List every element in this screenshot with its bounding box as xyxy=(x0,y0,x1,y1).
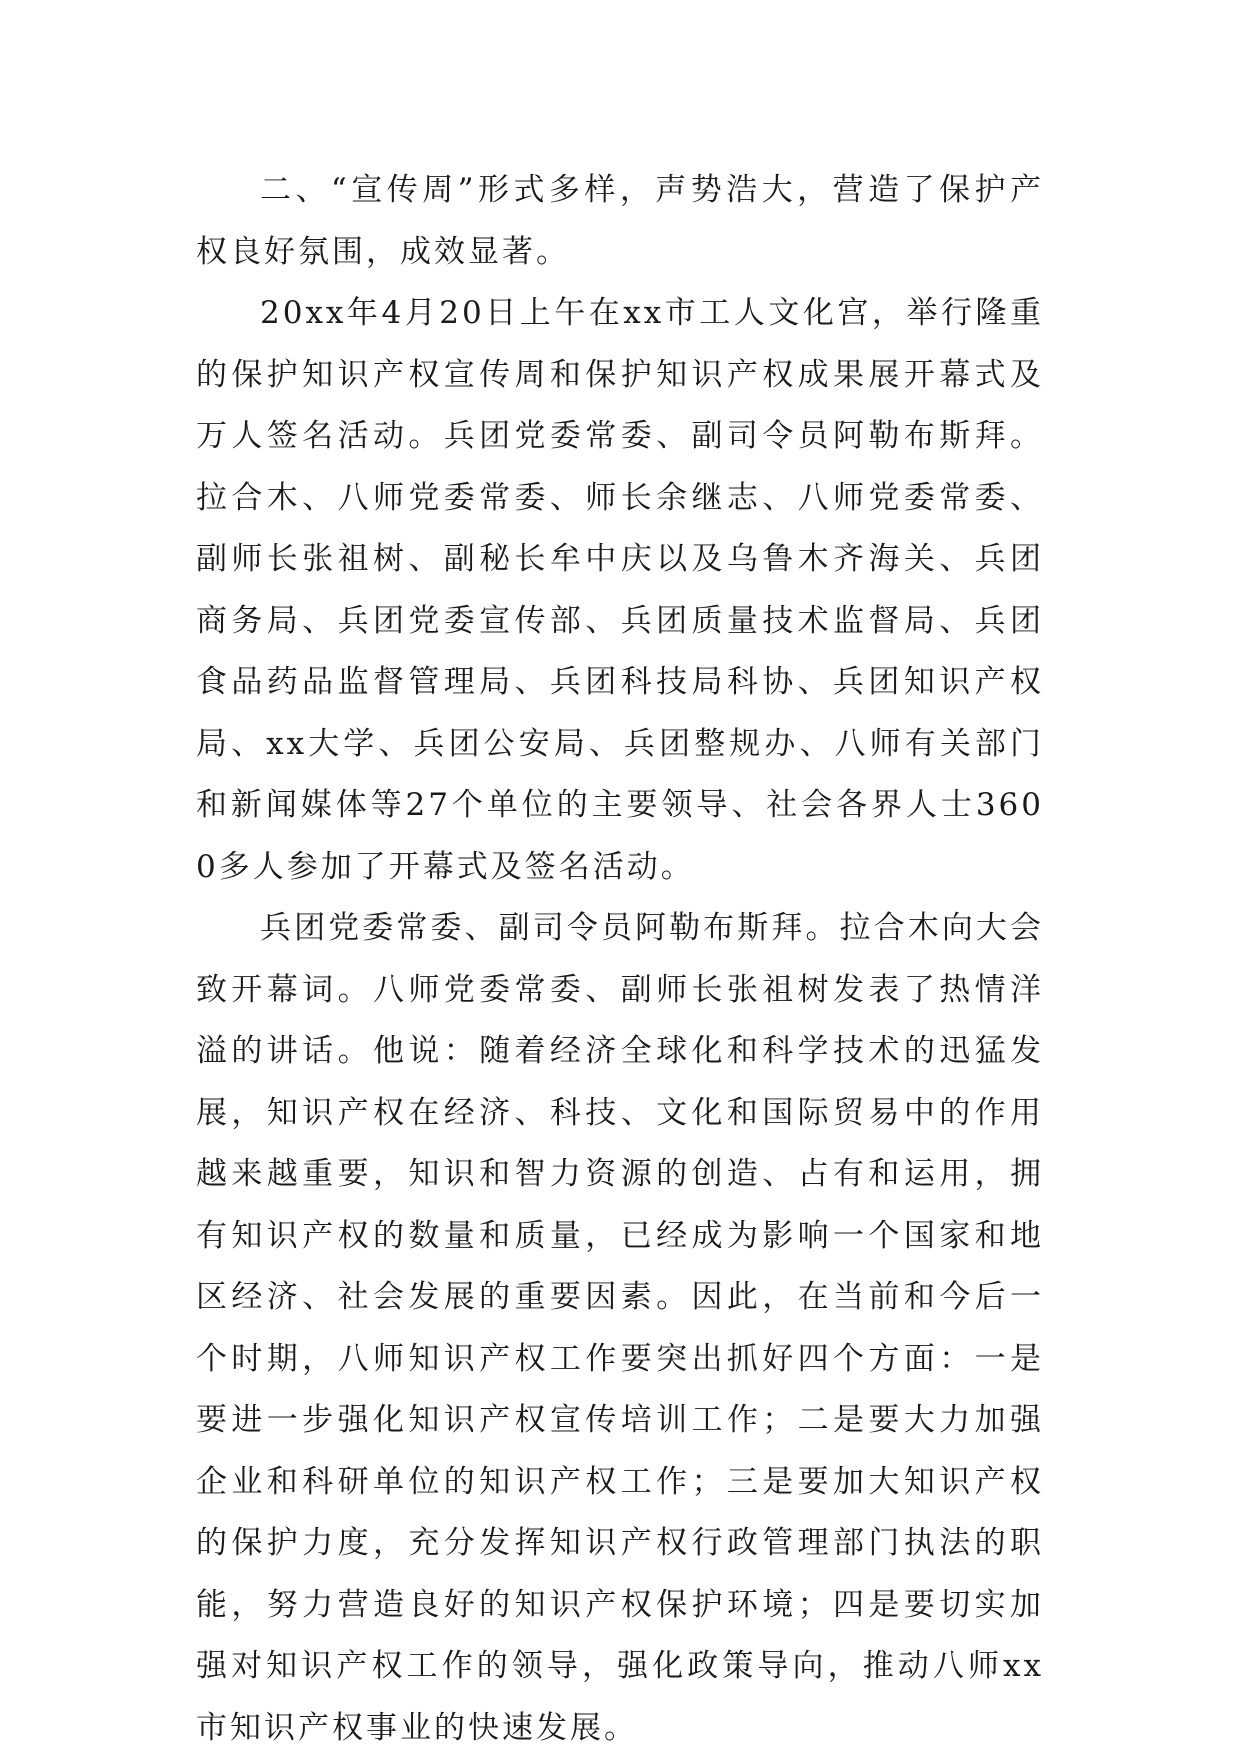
paragraph-speech: 兵团党委常委、副司令员阿勒布斯拜。拉合木向大会致开幕词。八师党委常委、副师长张祖树发表了热情洋溢的讲话。他说：随着经济全球化和科学技术的迅猛发展，知识产权在经济、科技、文化和国际贸易中的作用越来越重要，知识和智力资源的创造、占有和运用，拥有知识产权的数量和质量，已经成为影响一个国家和地区经济、社会发展的重要因素。因此，在当前和今后一个时期，八师知识产权工作要突出抓好四个方面：一是要进一步强化知识产权宣传培训工作；二是要大力加强企业和科研单位的知识产权工作；三是要加大知识产权的保护力度，充分发挥知识产权行政管理部门执法的职能，努力营造良好的知识产权保护环境；四是要切实加强对知识产权工作的领导，强化政策导向，推动八师xx市知识产权事业的快速发展。 xyxy=(196,910,1044,1746)
paragraph-opening-ceremony: 20xx年4月20日上午在xx市工人文化宫，举行隆重的保护知识产权宣传周和保护知识产权成果展开幕式及万人签名活动。兵团党委常委、副司令员阿勒布斯拜。拉合木、八师党委常委、师长余继志、八师党委常委、副师长张祖树、副秘长牟中庆以及乌鲁木齐海关、兵团商务局、兵团党委宣传部、兵团质量技术监督局、兵团食品药品监督管理局、兵团科技局科协、兵团知识产权局、xx大学、兵团公安局、兵团整规办、八师有关部门和新闻媒体等27个单位的主要领导、社会各界人士3600多人参加了开幕式及签名活动。 xyxy=(196,295,1044,885)
paragraph-section-heading: 二、“宣传周”形式多样，声势浩大，营造了保护产权良好氛围，成效显著。 xyxy=(196,172,1044,270)
document-body xyxy=(196,160,1044,1759)
